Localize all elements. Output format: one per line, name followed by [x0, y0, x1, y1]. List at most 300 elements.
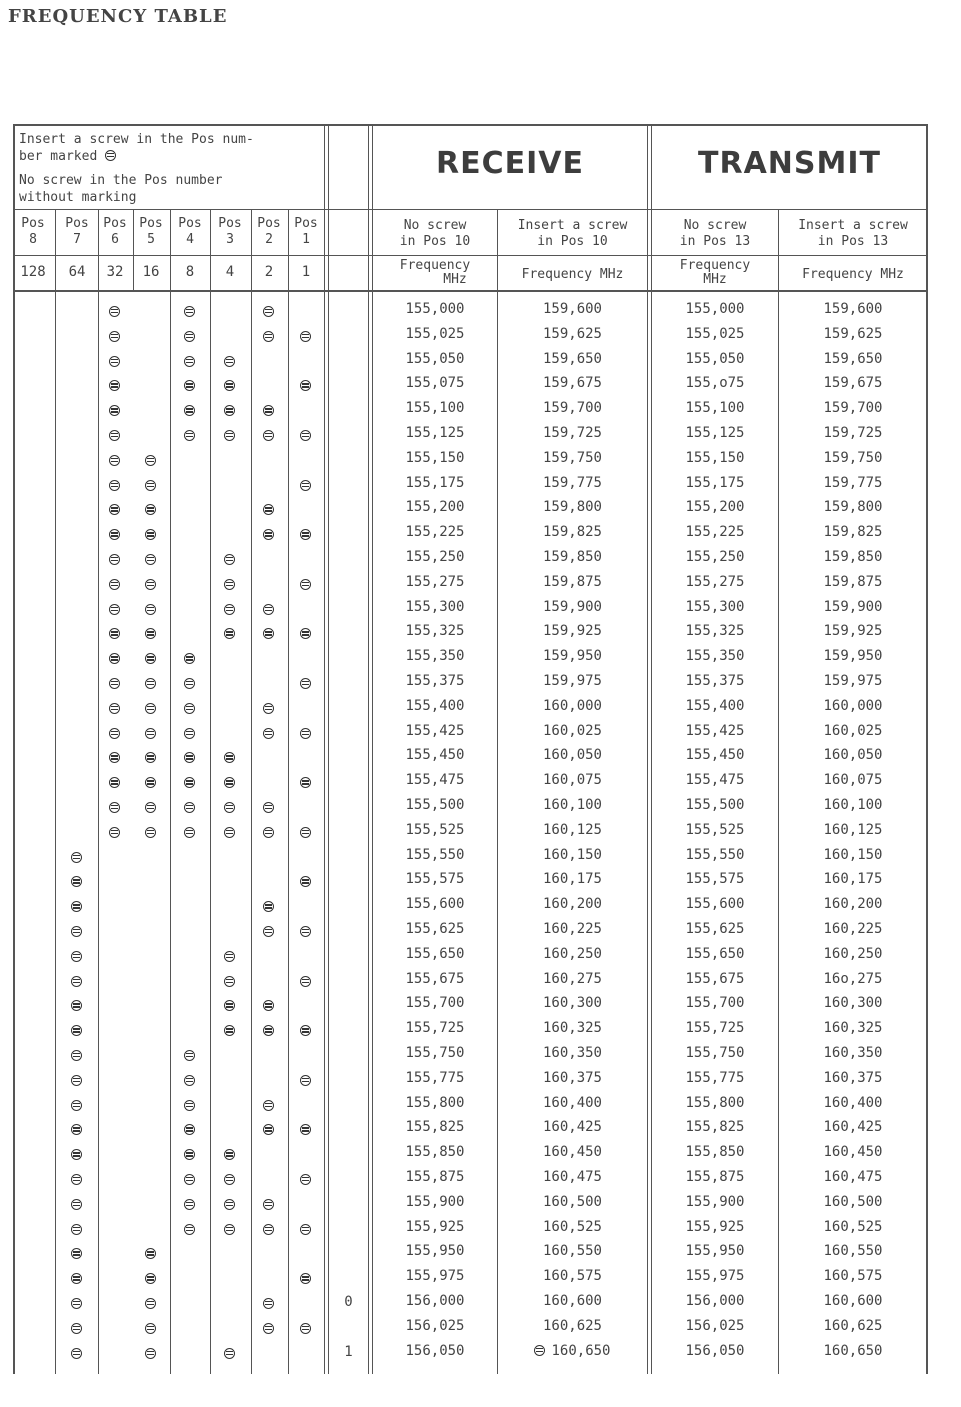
screw-icon — [145, 504, 156, 515]
tx-insert-header-line-2: in Pos 13 — [817, 234, 889, 249]
freq-txi: 160,525 — [823, 1218, 883, 1235]
screw-icon — [145, 1348, 156, 1359]
freq-tx: 155,275 — [685, 573, 745, 590]
screw-icon — [109, 306, 120, 317]
freq-txi: 159,725 — [823, 425, 883, 441]
freq-txi: 160,500 — [823, 1193, 883, 1210]
freq-txi: 160,000 — [823, 697, 883, 714]
screw-icon — [184, 1124, 195, 1135]
tx-insert-freq-header: Frequency MHz — [802, 267, 904, 282]
screw-icon — [109, 405, 120, 416]
rx-freq-header — [373, 259, 497, 287]
pos-number: 1 — [302, 232, 310, 247]
sep-pos-2 — [288, 209, 289, 1374]
screw-icon — [145, 554, 156, 565]
freq-rxi: 160,350 — [542, 1045, 602, 1061]
screw-icon — [263, 728, 274, 739]
freq-rx: 155,225 — [405, 524, 465, 541]
freq-rx: 155,150 — [405, 449, 465, 466]
screw-icon — [71, 1050, 82, 1061]
screw-icon — [184, 1075, 195, 1086]
sep-pos-8 — [55, 209, 56, 1374]
screw-icon — [145, 480, 156, 491]
freq-txi: 160,225 — [823, 921, 883, 937]
freq-txi: 160,625 — [823, 1317, 883, 1334]
screw-icon — [184, 430, 195, 441]
screw-icon — [184, 331, 195, 342]
freq-rxi: 160,375 — [542, 1069, 602, 1086]
screw-icon — [145, 653, 156, 664]
freq-rxi: 160,150 — [542, 846, 602, 863]
freq-txi: 160,400 — [823, 1094, 883, 1111]
screw-icon — [263, 1000, 274, 1011]
screw-icon — [300, 1075, 311, 1086]
freq-rx: 155,975 — [405, 1268, 465, 1285]
screw-icon — [224, 356, 235, 367]
pos-label: Pos — [21, 216, 45, 231]
freq-txi: 159,700 — [823, 400, 883, 417]
receive-heading: RECEIVE — [436, 146, 584, 181]
table-top-border — [13, 124, 928, 126]
freq-txi: 160,650 — [823, 1342, 883, 1359]
freq-rx: 155,300 — [405, 598, 465, 615]
freq-rxi — [498, 1343, 647, 1359]
freq-rxi: 160,500 — [542, 1193, 602, 1210]
screw-icon — [71, 1348, 82, 1359]
freq-rx: 155,250 — [405, 549, 465, 565]
screw-icon — [224, 628, 235, 639]
screw-icon — [184, 678, 195, 689]
screw-icon — [109, 802, 120, 813]
screw-icon — [224, 554, 235, 565]
freq-rxi: 160,525 — [542, 1218, 602, 1235]
freq-txi: 160,025 — [823, 722, 883, 739]
freq-rxi: 159,925 — [542, 623, 602, 640]
freq-rx: 155,175 — [405, 474, 465, 491]
pos-number: 7 — [73, 232, 81, 247]
freq-rxi: 160,600 — [542, 1293, 602, 1309]
freq-rx: 155,925 — [405, 1218, 465, 1235]
freq-rx: 155,275 — [405, 573, 465, 590]
legend-line-2 — [19, 149, 116, 164]
sep-pos-5 — [170, 209, 171, 1374]
screw-icon — [184, 777, 195, 788]
freq-rxi: 160,200 — [542, 896, 602, 913]
freq-txi: 160,550 — [823, 1243, 883, 1260]
frequency-table — [13, 124, 928, 1374]
screw-icon — [145, 678, 156, 689]
pos-number: 6 — [111, 232, 119, 247]
screw-icon — [263, 405, 274, 416]
freq-txi: 160,375 — [823, 1069, 883, 1086]
pos-header-5 — [131, 216, 171, 248]
screw-icon — [184, 405, 195, 416]
freq-txi: 160,325 — [823, 1020, 883, 1037]
freq-txi: 159,625 — [823, 325, 883, 342]
freq-rx: 156,050 — [405, 1342, 465, 1359]
freq-tx: 155,550 — [685, 846, 745, 863]
screw-icon — [263, 430, 274, 441]
pos-label: Pos — [65, 216, 89, 231]
screw-icon — [263, 1100, 274, 1111]
freq-rx: 155,700 — [405, 995, 465, 1012]
freq-txi: 160,475 — [823, 1169, 883, 1185]
freq-tx: 155,150 — [685, 449, 745, 466]
screw-icon — [534, 1345, 545, 1356]
freq-tx: 155,475 — [685, 772, 745, 789]
freq-txi: 160,575 — [823, 1268, 883, 1285]
freq-tx: 155,875 — [685, 1169, 745, 1185]
freq-tx: 155,125 — [685, 425, 745, 441]
screw-icon — [145, 827, 156, 838]
freq-rxi: 160,250 — [542, 945, 602, 962]
screw-icon — [184, 380, 195, 391]
freq-rxi: 159,700 — [542, 400, 602, 417]
screw-icon — [71, 1248, 82, 1259]
screw-icon — [300, 529, 311, 540]
screw-icon — [109, 604, 120, 615]
screw-icon — [300, 628, 311, 639]
freq-value: 160,650 — [551, 1342, 611, 1359]
screw-icon — [109, 752, 120, 763]
screw-icon — [71, 1224, 82, 1235]
screw-icon — [300, 678, 311, 689]
header-divider-2 — [13, 255, 928, 256]
freq-rxi: 159,725 — [542, 425, 602, 441]
pos-number: 4 — [186, 232, 194, 247]
rx-freq-header-line-2: MHz — [443, 272, 467, 287]
rx-no-screw-header — [373, 218, 497, 250]
freq-rx: 155,825 — [405, 1119, 465, 1136]
screw-icon — [109, 356, 120, 367]
freq-tx: 155,975 — [685, 1268, 745, 1285]
screw-icon — [184, 306, 195, 317]
freq-txi: 159,825 — [823, 524, 883, 541]
sep-pos-7 — [98, 209, 99, 1374]
freq-tx: 155,650 — [685, 945, 745, 962]
freq-tx: 155,750 — [685, 1045, 745, 1061]
freq-rxi: 159,900 — [542, 598, 602, 615]
freq-rx: 155,475 — [405, 772, 465, 789]
freq-tx: 155,050 — [685, 350, 745, 367]
screw-icon — [224, 976, 235, 987]
screw-icon — [263, 1323, 274, 1334]
freq-rxi: 160,025 — [542, 722, 602, 739]
freq-rx: 155,400 — [405, 697, 465, 714]
screw-icon — [184, 356, 195, 367]
pos-header-1 — [286, 216, 326, 248]
freq-txi: 159,950 — [823, 648, 883, 665]
pos-weight-1: 1 — [301, 264, 311, 280]
pos-weight-6: 32 — [106, 264, 124, 280]
screw-icon — [109, 678, 120, 689]
freq-rx: 155,675 — [405, 970, 465, 987]
sep-a-1 — [324, 124, 325, 1374]
screw-icon — [71, 1199, 82, 1210]
freq-txi: 160,150 — [823, 846, 883, 863]
screw-icon — [184, 1174, 195, 1185]
freq-txi: 160,175 — [823, 871, 883, 888]
screw-icon — [184, 802, 195, 813]
screw-icon — [109, 331, 120, 342]
screw-icon — [224, 802, 235, 813]
freq-tx: 155,175 — [685, 474, 745, 491]
screw-icon — [263, 529, 274, 540]
screw-icon — [224, 1174, 235, 1185]
freq-rxi: 160,125 — [542, 821, 602, 838]
freq-txi: 160,050 — [823, 747, 883, 764]
freq-rx: 155,875 — [405, 1169, 465, 1185]
pos-label: Pos — [218, 216, 242, 231]
screw-icon — [145, 728, 156, 739]
screw-icon — [300, 331, 311, 342]
pos-label: Pos — [257, 216, 281, 231]
freq-txi: 159,775 — [823, 474, 883, 491]
screw-icon — [263, 1199, 274, 1210]
pos-weight-5: 16 — [142, 264, 160, 280]
freq-tx: 155,525 — [685, 821, 745, 838]
screw-icon — [145, 1248, 156, 1259]
legend-line-3: No screw in the Pos number — [19, 173, 223, 188]
freq-rx: 155,550 — [405, 846, 465, 863]
tx-no-screw-header-line-2: in Pos 13 — [679, 234, 751, 249]
screw-icon — [109, 554, 120, 565]
freq-tx: 155,025 — [685, 325, 745, 342]
screw-icon — [263, 827, 274, 838]
screw-icon — [71, 1323, 82, 1334]
freq-tx: 156,025 — [685, 1317, 745, 1334]
screw-icon — [224, 951, 235, 962]
screw-icon — [145, 1323, 156, 1334]
freq-rx: 155,050 — [405, 350, 465, 367]
freq-txi: 159,925 — [823, 623, 883, 640]
screw-icon — [300, 1025, 311, 1036]
freq-tx: 155,250 — [685, 549, 745, 565]
screw-icon — [184, 653, 195, 664]
freq-rxi: 160,050 — [542, 747, 602, 764]
freq-rx: 155,075 — [405, 375, 465, 392]
transmit-heading: TRANSMIT — [698, 146, 881, 181]
freq-rx: 155,450 — [405, 747, 465, 764]
freq-txi: 160,200 — [823, 896, 883, 913]
screw-icon — [263, 926, 274, 937]
screw-icon — [145, 802, 156, 813]
screw-icon — [263, 901, 274, 912]
screw-icon — [263, 1025, 274, 1036]
screw-icon — [71, 901, 82, 912]
freq-txi: 159,600 — [823, 301, 883, 317]
screw-icon — [224, 1224, 235, 1235]
screw-icon — [300, 1323, 311, 1334]
screw-icon — [71, 1298, 82, 1309]
screw-icon — [71, 1174, 82, 1185]
freq-tx: 155,575 — [685, 871, 745, 888]
freq-tx: 155,700 — [685, 995, 745, 1012]
pos-header-2 — [249, 216, 289, 248]
screw-icon — [109, 455, 120, 466]
screw-icon — [184, 703, 195, 714]
screw-icon — [300, 926, 311, 937]
screw-icon — [224, 1000, 235, 1011]
freq-rxi: 160,400 — [542, 1094, 602, 1111]
screw-icon — [224, 1199, 235, 1210]
tx-no-screw-header-line-1: No screw — [683, 218, 747, 233]
screw-icon — [71, 1025, 82, 1036]
screw-icon — [184, 1149, 195, 1160]
freq-tx: 155,400 — [685, 697, 745, 714]
rx-insert-freq-header: Frequency MHz — [521, 267, 624, 282]
freq-tx: 155,375 — [685, 673, 745, 689]
freq-rxi: 160,575 — [542, 1268, 602, 1285]
screw-icon — [263, 1124, 274, 1135]
pos-number: 8 — [29, 232, 37, 247]
freq-tx: 155,o75 — [685, 375, 745, 392]
screw-icon — [71, 852, 82, 863]
screw-icon — [71, 1100, 82, 1111]
rx-no-screw-header-line-1: No screw — [403, 218, 467, 233]
freq-tx: 155,950 — [685, 1243, 745, 1260]
pos-label: Pos — [294, 216, 318, 231]
rx-insert-header — [498, 218, 647, 250]
screw-icon — [300, 827, 311, 838]
freq-rxi: 159,800 — [542, 499, 602, 516]
pos-label: Pos — [139, 216, 163, 231]
screw-icon — [71, 1124, 82, 1135]
freq-txi: 160,100 — [823, 797, 883, 813]
screw-icon — [109, 703, 120, 714]
freq-txi: 159,675 — [823, 375, 883, 392]
freq-rx: 156,025 — [405, 1317, 465, 1334]
freq-rx: 155,025 — [405, 325, 465, 342]
freq-rxi: 160,100 — [542, 797, 602, 813]
rx-freq-header-line-1: Frequency — [399, 258, 471, 273]
legend-line-4: without marking — [19, 190, 137, 205]
screw-icon — [224, 777, 235, 788]
rx-no-screw-header-line-2: in Pos 10 — [399, 234, 471, 249]
pos-header-6 — [95, 216, 135, 248]
freq-txi: 160,250 — [823, 945, 883, 962]
screw-icon — [224, 1348, 235, 1359]
freq-tx: 156,050 — [685, 1342, 745, 1359]
freq-rx: 155,725 — [405, 1020, 465, 1037]
freq-rxi: 159,875 — [542, 573, 602, 590]
pos-number: 2 — [265, 232, 273, 247]
freq-tx: 156,000 — [685, 1293, 745, 1309]
screw-icon — [300, 1273, 311, 1284]
screw-icon — [184, 827, 195, 838]
screw-icon — [145, 703, 156, 714]
freq-rx: 155,850 — [405, 1144, 465, 1161]
pos-weight-7: 64 — [68, 264, 86, 280]
legend-line-1: Insert a screw in the Pos num- — [19, 132, 254, 147]
freq-rxi: 160,275 — [542, 970, 602, 987]
freq-rxi: 160,450 — [542, 1144, 602, 1161]
screw-icon — [300, 728, 311, 739]
freq-rx: 155,425 — [405, 722, 465, 739]
screw-icon — [263, 1224, 274, 1235]
screw-icon — [300, 480, 311, 491]
freq-rx: 155,750 — [405, 1045, 465, 1061]
freq-rx: 155,900 — [405, 1193, 465, 1210]
table-left-border — [13, 124, 15, 1374]
screw-icon — [109, 504, 120, 515]
freq-rxi: 159,750 — [542, 449, 602, 466]
freq-rxi: 160,550 — [542, 1243, 602, 1260]
page-title: FREQUENCY TABLE — [8, 6, 228, 27]
screw-icon — [263, 628, 274, 639]
screw-icon — [263, 504, 274, 515]
pos-header-4 — [170, 216, 210, 248]
freq-rx: 155,325 — [405, 623, 465, 640]
extra-marker: 0 — [344, 1294, 353, 1310]
screw-icon — [224, 752, 235, 763]
freq-rx: 155,100 — [405, 400, 465, 417]
freq-rxi: 160,075 — [542, 772, 602, 789]
freq-tx: 155,300 — [685, 598, 745, 615]
freq-txi: 16o,275 — [823, 970, 883, 987]
screw-icon — [224, 405, 235, 416]
freq-rxi: 160,300 — [542, 995, 602, 1012]
freq-txi: 159,750 — [823, 449, 883, 466]
freq-rxi: 159,950 — [542, 648, 602, 665]
screw-icon — [145, 752, 156, 763]
freq-rx: 155,950 — [405, 1243, 465, 1260]
tx-insert-header-line-1: Insert a screw — [798, 218, 908, 233]
screw-icon — [145, 529, 156, 540]
freq-txi: 160,450 — [823, 1144, 883, 1161]
screw-icon — [300, 1124, 311, 1135]
pos-number: 3 — [226, 232, 234, 247]
freq-tx: 155,675 — [685, 970, 745, 987]
freq-rx: 155,600 — [405, 896, 465, 913]
freq-rx: 155,375 — [405, 673, 465, 689]
screw-icon — [145, 455, 156, 466]
freq-rxi: 160,475 — [542, 1169, 602, 1185]
screw-icon — [224, 380, 235, 391]
freq-rx: 155,525 — [405, 821, 465, 838]
pos-weight-4: 8 — [185, 264, 195, 280]
screw-icon — [71, 876, 82, 887]
screw-icon — [224, 1149, 235, 1160]
screw-icon — [184, 728, 195, 739]
freq-rxi: 159,850 — [542, 549, 602, 565]
screw-icon — [71, 1149, 82, 1160]
tx-freq-header — [652, 259, 778, 287]
screw-icon — [109, 777, 120, 788]
freq-tx: 155,200 — [685, 499, 745, 516]
pos-label: Pos — [178, 216, 202, 231]
freq-rx: 155,800 — [405, 1094, 465, 1111]
screw-icon — [184, 752, 195, 763]
screw-icon — [71, 926, 82, 937]
freq-rxi: 159,625 — [542, 325, 602, 342]
freq-rxi: 160,225 — [542, 921, 602, 937]
freq-txi: 160,600 — [823, 1293, 883, 1309]
pos-header-8 — [13, 216, 53, 248]
freq-rx: 155,625 — [405, 921, 465, 937]
freq-txi: 160,300 — [823, 995, 883, 1012]
freq-tx: 155,000 — [685, 301, 745, 317]
freq-tx: 155,825 — [685, 1119, 745, 1136]
rx-insert-header-line-1: Insert a screw — [517, 218, 628, 233]
freq-rxi: 159,775 — [542, 474, 602, 491]
freq-tx: 155,350 — [685, 648, 745, 665]
screw-icon — [224, 1025, 235, 1036]
freq-rxi: 160,000 — [542, 697, 602, 714]
screw-icon — [263, 1298, 274, 1309]
freq-rxi: 159,600 — [542, 301, 602, 317]
freq-rx: 155,350 — [405, 648, 465, 665]
